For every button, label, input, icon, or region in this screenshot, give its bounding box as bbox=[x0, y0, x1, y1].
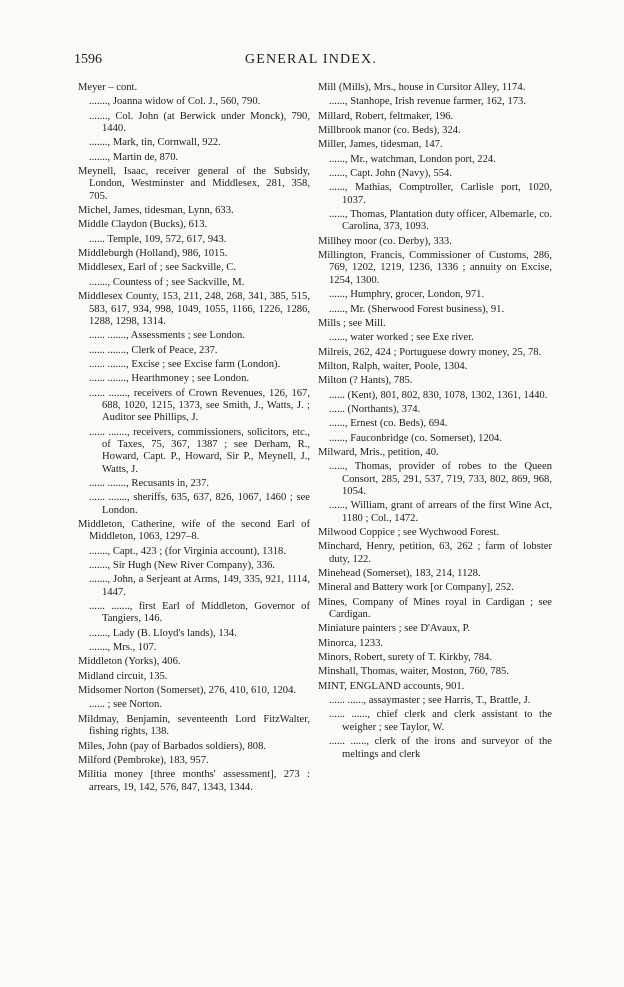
index-entry: ......, Mr., watchman, London port, 224. bbox=[329, 153, 496, 165]
index-entry: ......, water worked ; see Exe river. bbox=[329, 332, 474, 344]
index-entry: Millington, Francis, Commissioner of Customs, 286, 769, 1202, 1219, 1236, 1336 ; annuity on Excise, 1254, 1300. bbox=[318, 250, 552, 286]
index-entry: ......., Countess of ; see Sackville, M. bbox=[89, 276, 245, 288]
index-entry: Middle Claydon (Bucks), 613. bbox=[78, 219, 208, 231]
index-entry: Milford (Pembroke), 183, 957. bbox=[78, 754, 209, 766]
index-column-left bbox=[78, 82, 310, 796]
index-entry: Michel, James, tidesman, Lynn, 633. bbox=[78, 205, 234, 217]
index-entry: ......., Mark, tin, Cornwall, 922. bbox=[89, 137, 221, 149]
index-entry: ......, Mathias, Comptroller, Carlisle port, 1020, 1037. bbox=[329, 182, 552, 206]
index-entry: ...... ......., Assessments ; see London. bbox=[89, 330, 245, 342]
index-entry: ......., Col. John (at Berwick under Monck), 790, 1440. bbox=[89, 110, 310, 135]
index-entry: Minehead (Somerset), 183, 214, 1128. bbox=[318, 568, 481, 580]
index-entry: Middlesex, Earl of ; see Sackville, C. bbox=[78, 262, 236, 274]
index-entry: Meynell, Isaac, receiver general of the Subsidy, London, Westminster and Middlesex, 281, 358, 705. bbox=[78, 166, 310, 202]
index-entry: Militia money [three months' assessment], 273 : arrears, 19, 142, 576, 847, 1343, 1344. bbox=[78, 769, 310, 793]
index-entry: ...... Temple, 109, 572, 617, 943. bbox=[89, 233, 227, 245]
index-entry: ......., Mrs., 107. bbox=[89, 642, 157, 654]
index-entry: Minorca, 1233. bbox=[318, 637, 384, 649]
index-entry: ......, Mr. (Sherwood Forest business), 91. bbox=[329, 303, 505, 315]
index-entry: Mildmay, Benjamin, seventeenth Lord FitzWalter, fishing rights, 138. bbox=[78, 713, 310, 738]
page-header bbox=[74, 52, 548, 70]
index-entry: ......., Joanna widow of Col. J., 560, 790. bbox=[89, 96, 261, 108]
index-entry: Milton (? Hants), 785. bbox=[318, 375, 413, 387]
page-title: GENERAL INDEX. bbox=[244, 52, 378, 67]
index-entry: Milreis, 262, 424 ; Portuguese dowry money, 25, 78. bbox=[318, 346, 542, 358]
index-entry: ......., Sir Hugh (New River Company), 336. bbox=[89, 560, 275, 572]
index-entry: Minshall, Thomas, waiter, Moston, 760, 785. bbox=[318, 666, 509, 678]
index-entry: Miles, John (pay of Barbados soldiers), 808. bbox=[78, 740, 267, 752]
index-entry: ...... ......, assaymaster ; see Harris, T., Brattle, J. bbox=[329, 695, 531, 707]
index-entry: Midland circuit, 135. bbox=[78, 670, 168, 682]
index-entry: ......., Capt., 423 ; (for Virginia account), 1318. bbox=[89, 545, 286, 557]
index-entry: ...... ......., Clerk of Peace, 237. bbox=[89, 344, 218, 356]
index-entry: Mineral and Battery work [or Company], 252. bbox=[318, 582, 514, 594]
index-entry: ...... ; see Norton. bbox=[89, 699, 162, 711]
page-number: 1596 bbox=[74, 52, 102, 67]
index-entry: ...... ......, chief clerk and clerk assistant to the weigher ; see Taylor, W. bbox=[329, 709, 552, 733]
index-entry: Meyer – cont. bbox=[78, 82, 138, 93]
index-entry: ......., John, a Serjeant at Arms, 149, 335, 921, 1114, 1447. bbox=[89, 574, 310, 598]
index-entry: ......, William, grant of arrears of the first Wine Act, 1180 ; Col., 1472. bbox=[329, 500, 552, 524]
index-entry: ......., Lady (B. Lloyd's lands), 134. bbox=[89, 627, 237, 639]
index-entry: Middleton (Yorks), 406. bbox=[78, 656, 181, 668]
index-entry: ......, Thomas, provider of robes to the Queen Consort, 285, 291, 537, 719, 733, 802, 869, 968, 1054. bbox=[329, 461, 552, 497]
index-entry: ......, Stanhope, Irish revenue farmer, 162, 173. bbox=[329, 96, 526, 108]
index-entry: ...... ......., Recusants in, 237. bbox=[89, 477, 210, 489]
index-entry: Milton, Ralph, waiter, Poole, 1304. bbox=[318, 360, 468, 372]
index-entry: Miller, James, tidesman, 147. bbox=[318, 139, 443, 151]
index-entry: ...... ......., first Earl of Middleton, Governor of Tangiers, 146. bbox=[89, 601, 310, 625]
index-entry: Middlesex County, 153, 211, 248, 268, 341, 385, 515, 583, 617, 934, 998, 1049, 1055, 1166, 1226, 1286, 1288, 1298, 1314. bbox=[78, 291, 310, 327]
index-entry: Milward, Mris., petition, 40. bbox=[318, 446, 439, 458]
index-entry: ...... ......., receivers of Crown Revenues, 126, 167, 688, 1020, 1215, 1373, see Smith, J., Watts, J. ; Auditor see Phillips, J. bbox=[89, 387, 310, 424]
index-entry: MINT, ENGLAND accounts, 901. bbox=[318, 680, 465, 692]
index-entry: Milwood Coppice ; see Wychwood Forest. bbox=[318, 527, 500, 538]
index-entry: ...... (Northants), 374. bbox=[329, 403, 421, 415]
index-entry: Minors, Robert, surety of T. Kirkby, 784. bbox=[318, 652, 492, 664]
index-entry: ......, Fauconbridge (co. Somerset), 1204. bbox=[329, 432, 502, 444]
index-entry: Millbrook manor (co. Beds), 324. bbox=[318, 125, 461, 137]
index-entry: ...... ......, clerk of the irons and surveyor of the meltings and clerk bbox=[329, 736, 552, 760]
index-entry: ...... ......., Excise ; see Excise farm (London). bbox=[89, 358, 281, 370]
index-entry: ......, Capt. John (Navy), 554. bbox=[329, 168, 452, 180]
index-entry: ...... ......., receivers, commissioners, solicitors, etc., of Taxes, 75, 367, 1387 ; see Derham, R., Howard, Capt. P., Howard, Sir P., Meynell, J., Watts, J. bbox=[89, 426, 310, 475]
index-entry: Mills ; see Mill. bbox=[318, 317, 386, 329]
index-entry: ......, Ernest (co. Beds), 694. bbox=[329, 418, 448, 430]
index-entry: Middleburgh (Holland), 986, 1015. bbox=[78, 248, 228, 260]
index-entry: Mill (Mills), Mrs., house in Cursitor Alley, 1174. bbox=[318, 82, 526, 93]
index-entry: Minchard, Henry, petition, 63, 262 ; farm of lobster duty, 122. bbox=[318, 541, 552, 565]
index-entry: ......., Martin de, 870. bbox=[89, 151, 179, 163]
index-entry: Midsomer Norton (Somerset), 276, 410, 610, 1204. bbox=[78, 685, 297, 697]
index-entry: ...... ......., sheriffs, 635, 637, 826, 1067, 1460 ; see London. bbox=[89, 492, 310, 516]
index-entry: Millhey moor (co. Derby), 333. bbox=[318, 235, 452, 247]
index-entry: Mines, Company of Mines royal in Cardigan ; see Cardigan. bbox=[318, 596, 552, 621]
index-entry: Miniature painters ; see D'Avaux, P. bbox=[318, 623, 471, 635]
index-entry: Millard, Robert, feltmaker, 196. bbox=[318, 110, 454, 122]
index-entry: ...... ......., Hearthmoney ; see London. bbox=[89, 373, 250, 385]
index-entry: Middleton, Catherine, wife of the second Earl of Middleton, 1063, 1297–8. bbox=[78, 519, 310, 543]
index-entry: ......, Thomas, Plantation duty officer, Albemarle, co. Carolina, 373, 1093. bbox=[329, 209, 552, 233]
index-entry: ......, Humphry, grocer, London, 971. bbox=[329, 289, 485, 301]
index-column-right bbox=[318, 82, 552, 763]
index-entry: ...... (Kent), 801, 802, 830, 1078, 1302, 1361, 1440. bbox=[329, 389, 548, 401]
